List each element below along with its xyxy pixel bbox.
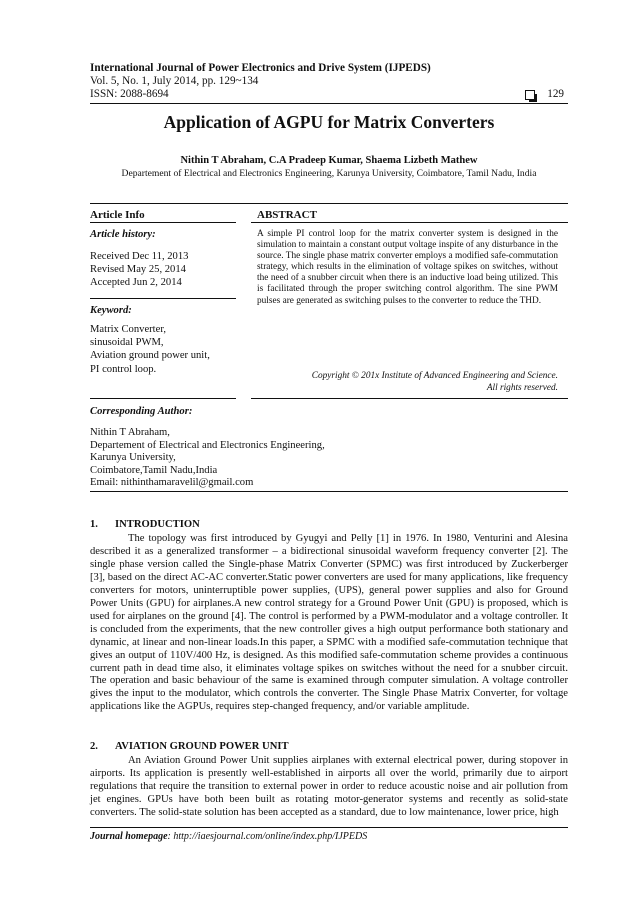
history-received: Received Dec 11, 2013 [90,251,189,262]
corresponding-author-details [90,427,568,490]
section-heading-introduction [90,519,200,530]
keyword-item: Matrix Converter, [90,324,167,335]
abstract-heading: ABSTRACT [257,209,317,221]
history-divider [90,298,236,299]
article-history-list [90,250,188,290]
journal-footer [90,831,367,842]
section-title: AVIATION GROUND POWER UNIT [115,741,289,752]
info-top-rule [90,203,568,204]
keyword-item: PI control loop. [90,363,157,375]
checkbox-square-icon [525,90,535,100]
journal-issn: ISSN: 2088-8694 [90,88,169,101]
footer-label: Journal homepage [90,831,168,842]
copyright-line: Copyright © 201x Institute of Advanced Engineering and Science. [311,371,558,381]
journal-volume: Vol. 5, No. 1, July 2014, pp. 129~134 [90,75,259,88]
keyword-item: sinusoidal PWM, [90,337,164,349]
article-history-label: Article history: [90,229,156,240]
header-rule [90,103,568,104]
history-revised: Revised May 25, 2014 [90,264,186,276]
corresponding-author-label: Corresponding Author: [90,406,193,417]
author-department: Departement of Electrical and Electronics Engineering, [90,439,325,451]
section-heading-agpu [90,741,289,752]
keyword-item: Aviation ground power unit, [90,350,210,362]
history-accepted: Accepted Jun 2, 2014 [90,277,182,289]
rights-line: All rights reserved. [486,382,558,393]
abstract-bottom-rule [251,398,568,399]
agpu-paragraph: An Aviation Ground Power Unit supplies airplanes with external electrical power, during stopover in airports. Its application is presently well-established in airports all over the world, primarily due to airport regulations that require the transition to external power in order to reduce acoustic noise and air pollution from jet engines. GPUs have both been built as rotating motor-generator systems and recently as solid-state converters. The solid-state solution has been accepted as a standard, due to low maintenance, lower price, high [90,755,568,818]
article-info-underline [90,222,236,223]
journal-header [90,62,568,102]
paper-title: Application of AGPU for Matrix Converters [163,112,495,132]
keyword-list [90,323,210,376]
abstract-underline [251,222,568,223]
article-info-heading: Article Info [90,209,145,221]
page-number: 129 [547,88,564,101]
keyword-divider [90,398,236,399]
footer-rule [90,827,568,828]
paper-affiliation: Departement of Electrical and Electronics Engineering, Karunya University, Coimbatore, Tamil Nadu, India [121,168,537,179]
abstract-text: A simple PI control loop for the matrix converter system is designed in the simulation to maintain a constant output voltage inspite of any disturbance in the source. The single phase matrix converter employs a modified safe-commutation strategy, which results in the elimination of voltage spikes on switches, without the need of a snubber circuit when there is an inductive load being utilized. This is facilitated through the proper switching control algorithm. The sine PWM pulses are generated as switching pulses to the converter to reduce the THD. [257,229,558,306]
info-bottom-rule [90,491,568,492]
paper-authors: Nithin T Abraham, C.A Pradeep Kumar, Shaema Lizbeth Mathew [180,155,478,166]
section-title: INTRODUCTION [115,519,200,530]
author-email: Email: nithinthamaravelil@gmail.com [90,477,254,489]
author-university: Karunya University, [90,452,176,464]
section-number: 2. [90,741,98,752]
footer-url[interactable]: : http://iaesjournal.com/online/index.php/IJPEDS [167,831,368,842]
journal-title: International Journal of Power Electronics and Drive System (IJPEDS) [90,62,431,74]
introduction-paragraph: The topology was first introduced by Gyugyi and Pelly [1] in 1976. In 1980, Venturini and Alesina described it as a generalized transformer – a bidirectional sinusoidal waveform frequency converter [2]. The single phase version called the Single-phase Matrix Converter (SPMC) was first introduced by Zuckerberger [3], based on the direct AC-AC converter.Static power converters are used for many applications, like frequency converters for motors, uninterruptible power supplies, (UPS), general power supplies and also for Ground Power Units (GPU) for airplanes.A new control strategy for a Ground Power Unit (GPU) is proposed, which is used for airplanes on the ground [4]. The control is performed by a PWM-modulator and a voltage controller. It is concluded from the experiments, that the new controller gives a high output performance both stationary and dynamic, at linear and non-linear loads.In this paper, a SPMC with a modified safe-commutation technique that gives an output of 110V/400 Hz, is designed. As this modified safe-commutation scheme provides a continuous current path in dead time also, it eliminates voltage spikes on switches without the need for a snubber circuit. The operation and basic behaviour of the same is examined through computer simulation. A voltage controller gives the input to the modulator, which controls the converter. The Single Phase Matrix Converter, for voltage applications like the AGPUs, requires step-changed frequency, and/or variable amplitude. [90,533,568,713]
keyword-label: Keyword: [90,305,132,316]
author-location: Coimbatore,Tamil Nadu,India [90,464,218,476]
author-name: Nithin T Abraham, [90,427,170,438]
copyright-notice [257,371,558,395]
section-number: 1. [90,519,98,530]
